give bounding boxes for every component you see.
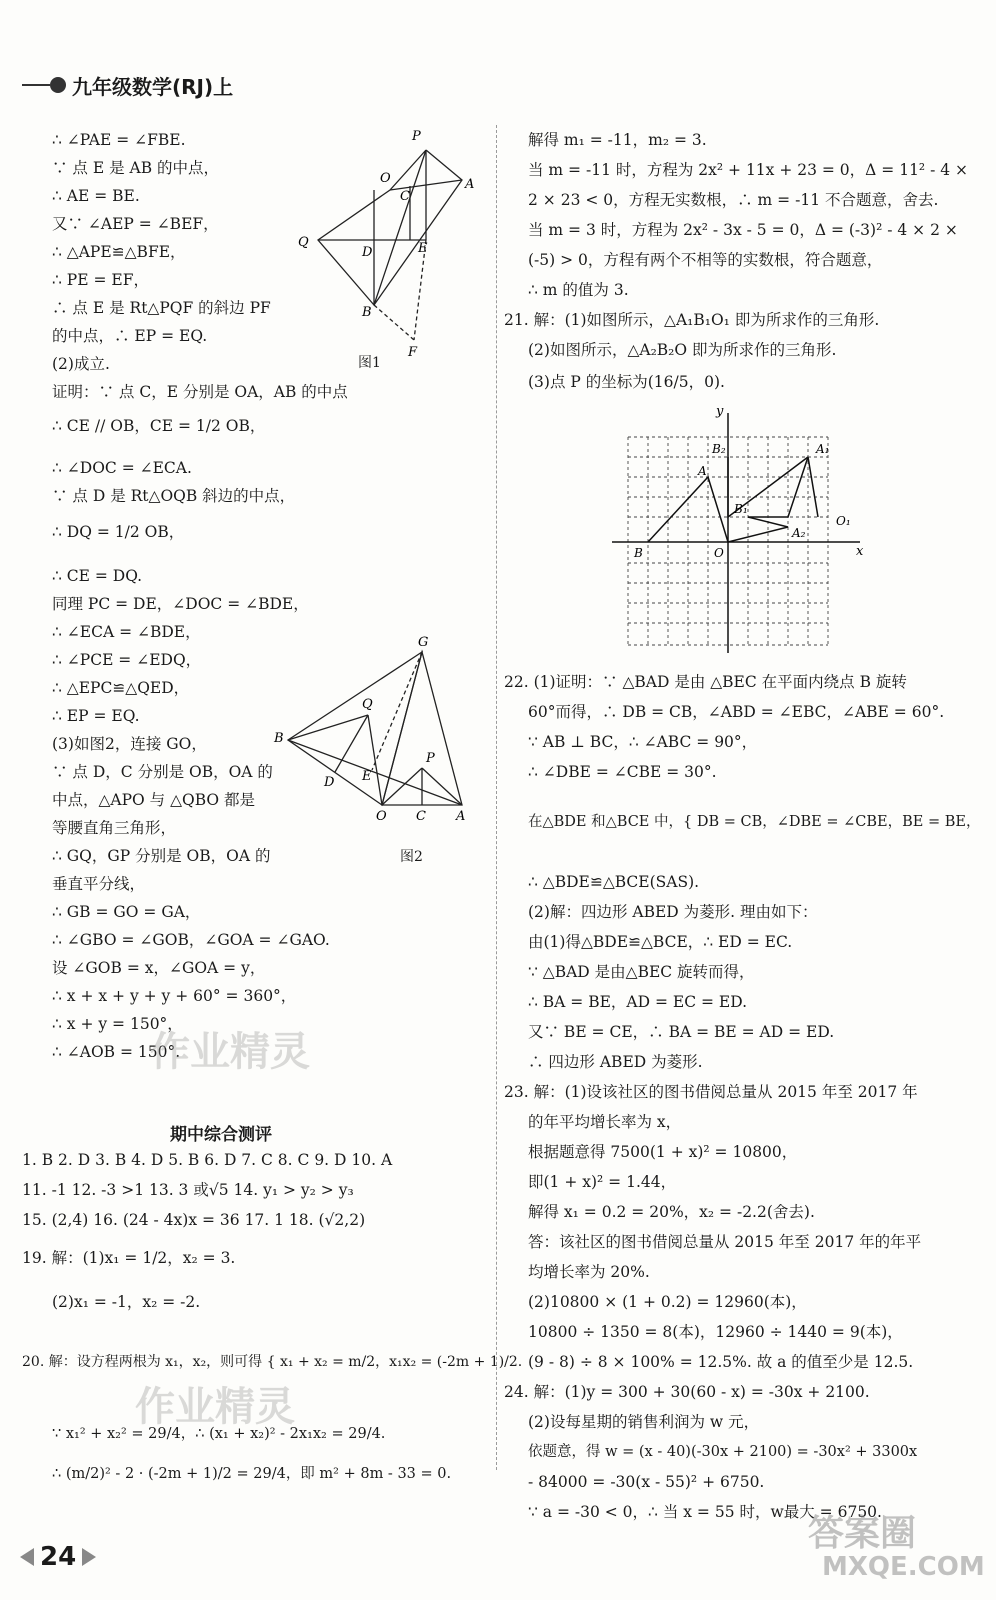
fig1-label: C bbox=[400, 189, 410, 204]
figure-2 bbox=[270, 630, 480, 820]
right-line: ∴ △BDE≌△BCE(SAS). bbox=[528, 873, 700, 891]
right-line: (2)10800 × (1 + 0.2) = 12960(本)， bbox=[528, 1293, 807, 1311]
fig1-label: D bbox=[362, 245, 373, 260]
left-line: 等腰直角三角形， bbox=[52, 819, 177, 837]
right-line: - 84000 = -30(x - 55)² + 6750. bbox=[528, 1473, 765, 1491]
fig1-label: P bbox=[412, 129, 421, 144]
right-line: ∴ m 的值为 3. bbox=[528, 281, 629, 299]
left-line: 垂直平分线， bbox=[52, 875, 146, 893]
left-line: 设 ∠GOB = x，∠GOA = y， bbox=[52, 959, 266, 977]
answer-line: (2)x₁ = -1，x₂ = -2. bbox=[52, 1293, 201, 1311]
right-line: 依题意，得 w = (x - 40)(-30x + 2100) = -30x² + 3300x bbox=[528, 1444, 918, 1460]
header-bullet-icon bbox=[50, 77, 66, 93]
fig2-label: P bbox=[426, 751, 435, 766]
fig1-label: F bbox=[408, 345, 418, 360]
fig2-label: G bbox=[418, 635, 429, 650]
watermark: 作业精灵 bbox=[150, 1029, 310, 1075]
page-number bbox=[20, 1542, 96, 1572]
right-line: 均增长率为 20%. bbox=[528, 1263, 650, 1281]
page-header bbox=[22, 70, 233, 100]
answer-line: ∵ x₁² + x₂² = 29/4，∴ (x₁ + x₂)² - 2x₁x₂ = 29/4. bbox=[52, 1426, 386, 1442]
left-line: 又∵ ∠AEP = ∠BEF， bbox=[52, 215, 219, 233]
left-line: ∴ GB = GO = GA， bbox=[52, 903, 201, 921]
grid-label: O₁ bbox=[836, 514, 851, 528]
left-line: 同理 PC = DE，∠DOC = ∠BDE， bbox=[52, 595, 309, 613]
fig1-label: B bbox=[362, 305, 372, 320]
answer-line: 1. B 2. D 3. B 4. D 5. B 6. D 7. C 8. C 9. D 10. A bbox=[22, 1151, 393, 1169]
right-line: 又∵ BE = CE，∴ BA = BE = AD = ED. bbox=[528, 1023, 835, 1041]
right-line: (2)解：四边形 ABED 为菱形. 理由如下： bbox=[528, 903, 818, 921]
right-line: 答：该社区的图书借阅总量从 2015 年至 2017 年的年平 bbox=[528, 1233, 922, 1251]
answer-line: 15. (2,4) 16. (24 - 4x)x = 36 17. 1 18. (√2,2) bbox=[22, 1211, 366, 1229]
fig2-label: E bbox=[362, 769, 372, 784]
left-arrow-icon bbox=[20, 1548, 34, 1566]
right-line: 即(1 + x)² = 1.44， bbox=[528, 1173, 677, 1191]
grid-label: B bbox=[634, 546, 643, 560]
right-line: 当 m = -11 时，方程为 2x² + 11x + 23 = 0，Δ = 11² - 4 × bbox=[528, 161, 969, 179]
left-line: ∴ △APE≌△BFE， bbox=[52, 243, 186, 261]
right-line: 在△BDE 和△BCE 中，{ DB = CB，∠DBE = ∠CBE，BE = BE， bbox=[528, 814, 981, 830]
answer-line: 11. -1 12. -3 >1 13. 3 或√5 14. y₁ > y₂ > y₃ bbox=[22, 1181, 354, 1199]
left-line: 中点，△APO 与 △QBO 都是 bbox=[52, 791, 256, 809]
section-title: 期中综合测评 bbox=[170, 1125, 272, 1145]
fig2-label: B bbox=[274, 731, 284, 746]
left-line: ∴ DQ = 1/2 OB， bbox=[52, 523, 185, 541]
fig2-label: O bbox=[376, 809, 387, 820]
grid-label: A₂ bbox=[792, 526, 806, 540]
right-line: 的年平均增长率为 x， bbox=[528, 1113, 682, 1131]
right-line: 23. 解：(1)设该社区的图书借阅总量从 2015 年至 2017 年 bbox=[504, 1083, 918, 1101]
right-line: (-5) > 0，方程有两个不相等的实数根，符合题意， bbox=[528, 251, 883, 269]
answer-line: 19. 解：(1)x₁ = 1/2，x₂ = 3. bbox=[22, 1249, 236, 1267]
fig2-label: C bbox=[416, 809, 426, 820]
right-line: 22. (1)证明：∵ △BAD 是由 △BEC 在平面内绕点 B 旋转 bbox=[504, 673, 907, 691]
fig1-label: E bbox=[418, 241, 428, 256]
coordinate-grid-figure bbox=[608, 405, 868, 670]
left-line: ∴ ∠PCE = ∠EDQ， bbox=[52, 651, 202, 669]
left-line: ∴ x + y = 150°， bbox=[52, 1015, 183, 1033]
left-line: ∴ ∠AOB = 150°. bbox=[52, 1043, 181, 1061]
figure-1-caption: 图1 bbox=[358, 355, 381, 371]
page-number-text: 24 bbox=[40, 1542, 77, 1572]
fig1-label: Q bbox=[298, 235, 309, 250]
grid-label: B₁ bbox=[734, 502, 748, 516]
right-line: ∵ AB ⊥ BC，∴ ∠ABC = 90°， bbox=[528, 733, 758, 751]
figure-2-caption: 图2 bbox=[400, 849, 423, 865]
left-line: ∵ 点 D 是 Rt△OQB 斜边的中点， bbox=[52, 487, 296, 505]
right-line: (9 - 8) ÷ 8 × 100% = 12.5%. 故 a 的值至少是 12.5. bbox=[528, 1353, 914, 1371]
right-line: ∴ ∠DBE = ∠CBE = 30°. bbox=[528, 763, 717, 781]
left-line: ∴ CE = DQ. bbox=[52, 567, 143, 585]
left-line: ∵ 点 D，C 分别是 OB，OA 的 bbox=[52, 763, 273, 781]
right-line: 当 m = 3 时，方程为 2x² - 3x - 5 = 0，Δ = (-3)² - 4 × 2 × bbox=[528, 221, 958, 239]
fig2-label: Q bbox=[362, 697, 373, 712]
grid-label: O bbox=[714, 546, 724, 560]
left-line: ∴ 点 E 是 Rt△PQF 的斜边 PF bbox=[52, 299, 271, 317]
right-line: ∴ BA = BE，AD = EC = ED. bbox=[528, 993, 748, 1011]
header-rule bbox=[22, 84, 50, 86]
right-line: 10800 ÷ 1350 = 8(本)，12960 ÷ 1440 = 9(本)， bbox=[528, 1323, 903, 1341]
right-line: ∵ a = -30 < 0，∴ 当 x = 55 时，w最大 = 6750. bbox=[528, 1503, 882, 1521]
right-line: 2 × 23 < 0，方程无实数根，∴ m = -11 不合题意，舍去. bbox=[528, 191, 939, 209]
left-line: ∴ CE // OB，CE = 1/2 OB， bbox=[52, 417, 266, 435]
watermark: MXQE.COM bbox=[822, 1552, 985, 1582]
answer-line: ∴ (m/2)² - 2 · (-2m + 1)/2 = 29/4，即 m² + 8m - 33 = 0. bbox=[52, 1466, 452, 1482]
left-line: ∴ AE = BE. bbox=[52, 187, 140, 205]
left-line: ∴ PE = EF， bbox=[52, 271, 149, 289]
fig2-label: D bbox=[324, 775, 335, 790]
right-line: ∴ 四边形 ABED 为菱形. bbox=[528, 1053, 703, 1071]
left-line: (2)成立. bbox=[52, 355, 110, 373]
left-line: ∴ ∠ECA = ∠BDE， bbox=[52, 623, 201, 641]
figure-1 bbox=[290, 120, 490, 380]
left-line: ∴ ∠DOC = ∠ECA. bbox=[52, 459, 192, 477]
right-line: (3)点 P 的坐标为(16/5，0). bbox=[528, 373, 725, 391]
column-divider bbox=[496, 125, 498, 1470]
left-line: 的中点，∴ EP = EQ. bbox=[52, 327, 208, 345]
left-line: ∴ △EPC≌△QED， bbox=[52, 679, 190, 697]
right-line: 60°而得，∴ DB = CB，∠ABD = ∠EBC，∠ABE = 60°. bbox=[528, 703, 945, 721]
right-line: (2)设每星期的销售利润为 w 元， bbox=[528, 1413, 760, 1431]
right-line: 根据题意得 7500(1 + x)² = 10800， bbox=[528, 1143, 798, 1161]
left-line: ∴ x + x + y + y + 60° = 360°， bbox=[52, 987, 297, 1005]
left-line: ∴ EP = EQ. bbox=[52, 707, 140, 725]
left-line: 证明：∵ 点 C，E 分别是 OA，AB 的中点 bbox=[52, 383, 348, 401]
watermark: 作业精灵 bbox=[135, 1384, 295, 1430]
right-line: (2)如图所示，△A₂B₂O 即为所求作的三角形. bbox=[528, 341, 837, 359]
right-line: 24. 解：(1)y = 300 + 30(60 - x) = -30x + 2100. bbox=[504, 1383, 870, 1401]
fig1-label: A bbox=[465, 177, 475, 192]
grid-label: x bbox=[856, 544, 864, 559]
grid-label: A₁ bbox=[816, 442, 830, 456]
right-line: 21. 解：(1)如图所示，△A₁B₁O₁ 即为所求作的三角形. bbox=[504, 311, 880, 329]
left-line: ∴ GQ，GP 分别是 OB，OA 的 bbox=[52, 847, 271, 865]
right-line: 解得 x₁ = 0.2 = 20%，x₂ = -2.2(舍去). bbox=[528, 1203, 815, 1221]
fig2-label: A bbox=[456, 809, 466, 820]
left-line: (3)如图2，连接 GO， bbox=[52, 735, 207, 753]
header-title: 九年级数学(RJ)上 bbox=[72, 74, 234, 99]
left-line: ∵ 点 E 是 AB 的中点， bbox=[52, 159, 220, 177]
grid-label: A bbox=[698, 464, 707, 478]
grid-label: y bbox=[716, 405, 724, 419]
answer-line: 20. 解：设方程两根为 x₁，x₂，则可得 { x₁ + x₂ = m/2，x₁x₂ = (-2m + 1)/2. bbox=[22, 1354, 523, 1370]
watermark: 答案圈 bbox=[808, 1513, 917, 1554]
right-line: ∵ △BAD 是由△BEC 旋转而得， bbox=[528, 963, 755, 981]
right-line: 解得 m₁ = -11，m₂ = 3. bbox=[528, 131, 707, 149]
left-line: ∴ ∠PAE = ∠FBE. bbox=[52, 131, 186, 149]
fig1-label: O bbox=[380, 171, 391, 186]
left-line: ∴ ∠GBO = ∠GOB，∠GOA = ∠GAO. bbox=[52, 931, 330, 949]
grid-label: B₂ bbox=[712, 442, 726, 456]
right-arrow-icon bbox=[82, 1548, 96, 1566]
right-line: 由(1)得△BDE≌△BCE，∴ ED = EC. bbox=[528, 933, 793, 951]
